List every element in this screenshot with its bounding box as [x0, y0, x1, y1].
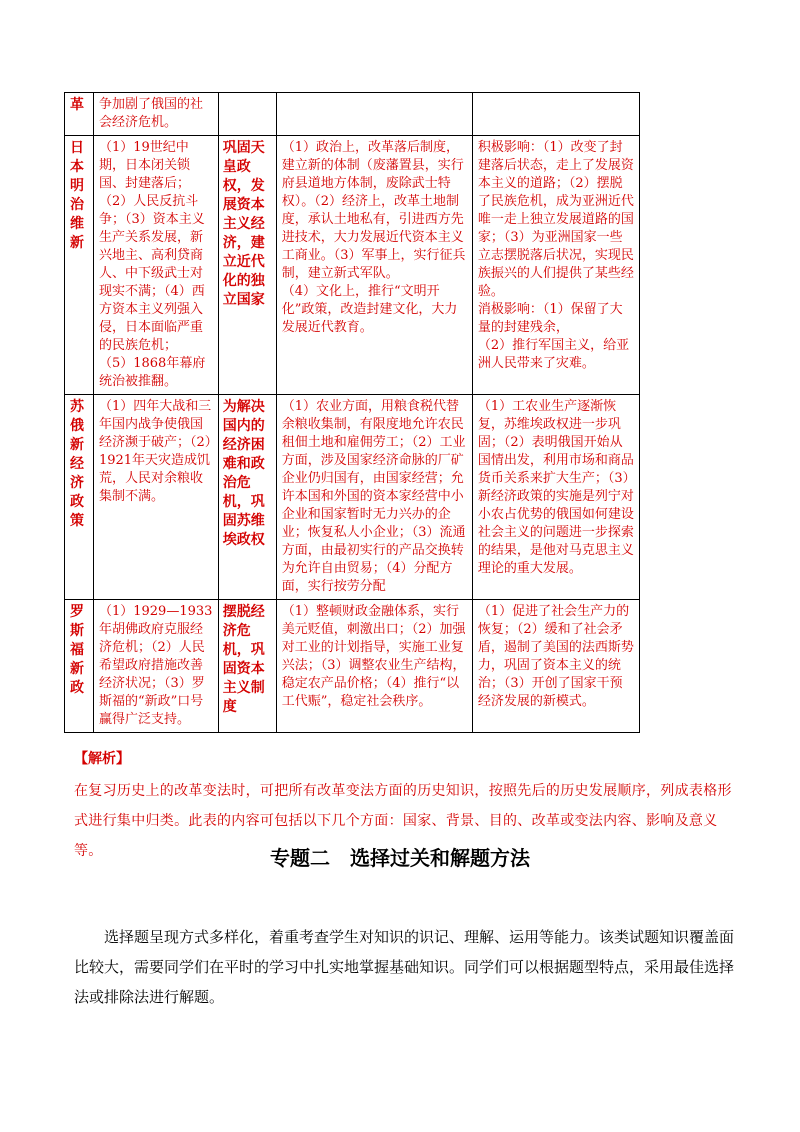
reform-name-cell: 罗斯福新政	[65, 600, 94, 733]
goal-cell: 为解决国内的经济困难和政治危机，巩固苏维埃政权	[218, 395, 276, 600]
goal-cell: 摆脱经济危机，巩固资本主义制度	[218, 600, 276, 733]
cell-paragraph: （4）文化上，推行“文明开化”政策，改造封建文化，大力发展近代教育。	[281, 284, 458, 335]
impact-cell	[472, 93, 639, 136]
goal-cell: 巩固天皇政权，发展资本主义经济，建立近代化的独立国家	[218, 136, 276, 395]
background-cell	[93, 93, 218, 136]
impact-cell	[472, 600, 639, 733]
table-row	[65, 93, 640, 136]
reform-name-cell: 苏俄新经济政策	[65, 395, 94, 600]
cell-paragraph: （1）工农业生产逐渐恢复，苏维埃政权进一步巩固；（2）表明俄国开始从国情出发，利用市场和商品货币关系来扩大生产；（3）新经济政策的实施是列宁对小农占优势的俄国如何建设社会主义的问题进一步探索的结果，是他对马克思主义理论的重大发展。	[477, 399, 634, 576]
cell-paragraph: （2）推行军国主义，给亚洲人民带来了灾难。	[477, 338, 630, 371]
cell-paragraph: 争加剧了俄国的社会经济危机。	[98, 97, 203, 130]
goal-cell	[218, 93, 276, 136]
content-cell	[276, 395, 472, 600]
cell-paragraph: 积极影响：（1）改变了封建落后状态，走上了发展资本主义的道路；（2）摆脱了民族危机，成为亚洲近代唯一走上独立发展道路的国家；（3）为亚洲国家一些立志摆脱落后状况，实现民族振兴的人们提供了某些经验。	[477, 140, 634, 299]
analysis-text: 在复习历史上的改革变法时，可把所有改革变法方面的历史知识，按照先后的历史发展顺序，列成表格形式进行集中归类。此表的内容可包括以下几个方面：国家、背景、目的、改革或变法内容、影响及意义等。	[74, 783, 732, 859]
table-body	[65, 93, 640, 733]
analysis-label: 【解析】	[74, 751, 130, 767]
cell-paragraph: （1）1929—1933年胡佛政府克服经济危机；（2）人民希望政府措施改善经济状况；（3）罗斯福的“新政”口号赢得广泛支持。	[98, 604, 213, 727]
cell-paragraph: 消极影响：（1）保留了大量的封建残余，	[477, 302, 623, 335]
background-cell	[93, 395, 218, 600]
table-row	[65, 600, 640, 733]
table-row	[65, 395, 640, 600]
background-cell	[93, 136, 218, 395]
content-cell	[276, 93, 472, 136]
reform-name-cell: 革	[65, 93, 94, 136]
cell-paragraph: （1）农业方面，用粮食税代替余粮收集制，有限度地允许农民租佃土地和雇佣劳工；（2）工业方面，涉及国家经济命脉的厂矿企业仍归国有，由国家经营；允许本国和外国的资本家经营中小企业和国家暂时无力兴办的企业；恢复私人小企业；（3）流通方面，由最初实行的产品交换转为允许自由贸易；（4）分配方面，实行按劳分配	[281, 399, 466, 594]
section-title: 专题二 选择过关和解题方法	[270, 846, 530, 870]
cell-paragraph: （1）政治上，改革落后制度，建立新的体制（废藩置县，实行府县道地方体制，废除武士特权）。（2）经济上，改革土地制度，承认土地私有，引进西方先进技术，大力发展近代资本主义工商业。（3）军事上，实行征兵制，建立新式军队。	[281, 140, 466, 281]
reform-name-cell: 日本明治维新	[65, 136, 94, 395]
impact-cell	[472, 395, 639, 600]
cell-paragraph: （1）整顿财政金融体系，实行美元贬值，刺激出口；（2）加强对工业的计划指导，实施工业复兴法；（3）调整农业生产结构，稳定农产品价格；（4）推行“以工代赈”，稳定社会秩序。	[281, 604, 466, 709]
content-cell	[276, 136, 472, 395]
table-row	[65, 136, 640, 395]
impact-cell	[472, 136, 639, 395]
cell-paragraph: （2）人民反抗斗争；（3）资本主义生产关系发展，新兴地主、高利贷商人、中下级武士对现实不满；（4）西方资本主义列强入侵，日本面临严重的民族危机；	[98, 194, 205, 353]
background-cell	[93, 600, 218, 733]
cell-paragraph: （1）四年大战和三年国内战争使俄国经济濒于破产；（2）1921年天灾造成饥荒，人民对余粮收集制不满。	[98, 399, 212, 504]
cell-paragraph: （1）19世纪中期，日本闭关锁国、封建落后；	[98, 140, 190, 191]
reform-comparison-table	[64, 92, 640, 733]
intro-paragraph: 选择题呈现方式多样化，着重考查学生对知识的识记、理解、运用等能力。该类试题知识覆盖面比较大，需要同学们在平时的学习中扎实地掌握基础知识。同学们可以根据题型特点，采用最佳选择法或排除法进行解题。	[74, 928, 735, 1006]
cell-paragraph: （5）1868年幕府统治被推翻。	[98, 356, 206, 389]
content-cell	[276, 600, 472, 733]
cell-paragraph: （1）促进了社会生产力的恢复；（2）缓和了社会矛盾，遏制了美国的法西斯势力，巩固了资本主义的统治；（3）开创了国家干预经济发展的新模式。	[477, 604, 634, 709]
